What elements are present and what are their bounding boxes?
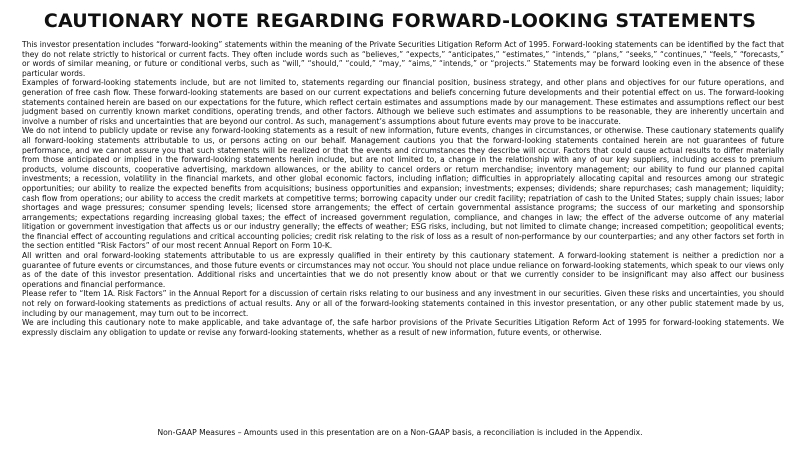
page-title: CAUTIONARY NOTE REGARDING FORWARD-LOOKING STATEMENTS (43, 10, 757, 32)
paragraph-item-1a: Please refer to “Item 1A. Risk Factors” in the Annual Report for a discussion of certain risks relating to our business and any investment in our securities. Given these risks and uncertainties, you should not rely on forward-looking statements as predictions of actual results. Any or all of the forward-looking statements contained in this investor presentation, or any other public statement made by us, including by our management, may turn out to be incorrect. (22, 289, 784, 318)
paragraph-risk-factors: We do not intend to publicly update or revise any forward-looking statements as a result of new information, future events, changes in circumstances, or otherwise. These cautionary statements qualify all forward-looking statements attributable to us, or persons acting on our behalf. Management cautions you that the forward-looking statements contained herein are not guarantees of future performance, and we cannot assure you that such statements will be realized or that the events and circumstances they describe will occur. Factors that could cause actual results to differ materially from those anticipated or implied in the forward-looking statements herein include, but are not limited to, a change in the relationship with any of our key suppliers, including access to premium products, volume discounts, cooperative advertising, markdown allowances, or the ability to cancel orders or return merchandise; inventory management; our ability to fund our planned capital investments; a recession, volatility in the financial markets, and other global economic factors, including inflation; difficulties in appropriately allocating capital and resources among our strategic opportunities; our ability to realize the expected benefits from acquisitions; business opportunities and expansion; investments; expenses; dividends; share repurchases; cash management; liquidity; cash flow from operations; our ability to access the credit markets at competitive terms; borrowing capacity under our credit facility; repatriation of cash to the United States; supply chain issues; labor shortages and wage pressures; consumer spending levels; licensed store arrangements; the effect of certain governmental assistance programs; the success of our marketing and sponsorship arrangements; expectations regarding increasing global taxes; the effect of increased government regulation, compliance, and changes in law; the effect of the adverse outcome of any material litigation or government investigation that affects us or our industry generally; the effects of weather; ESG risks, including, but not limited to climate change; increased competition; geopolitical events; the financial effect of accounting regulations and critical accounting policies; credit risk relating to the risk of loss as a result of non-performance by our counterparties; and any other factors set forth in the section entitled “Risk Factors” of our most recent Annual Report on Form 10-K. (22, 126, 784, 251)
paragraph-qualification: All written and oral forward-looking statements attributable to us are expressly qualified in their entirety by this cautionary statement. A forward-looking statement is neither a prediction nor a guarantee of future events or circumstances, and those future events or circumstances may not occur. You should not place undue reliance on forward-looking statements, which speak to our views only as of the date of this investor presentation. Additional risks and uncertainties that we do not presently know about or that we currently consider to be insignificant may also affect our business operations and financial performance. (22, 251, 784, 289)
non-gaap-footnote: Non-GAAP Measures – Amounts used in this presentation are on a Non-GAAP basis, a reconciliation is included in the Appendix. (157, 428, 643, 437)
paragraph-examples: Examples of forward-looking statements include, but are not limited to, statements regarding our financial position, business strategy, and other plans and objectives for our future operations, and generation of free cash flow. These forward-looking statements are based on our current expectations and beliefs concerning future developments and their potential effect on us. The forward-looking statements contained herein are based on our expectations for the future, which reflect certain estimates and assumptions made by our management. These estimates and assumptions reflect our best judgment based on currently known market conditions, operating trends, and other factors. Although we believe such estimates and assumptions to be reasonable, they are inherently uncertain and involve a number of risks and uncertainties that are beyond our control. As such, management’s assumptions about future events may prove to be inaccurate. (22, 78, 784, 126)
disclaimer-body (22, 40, 784, 337)
paragraph-safe-harbor: We are including this cautionary note to make applicable, and take advantage of, the safe harbor provisions of the Private Securities Litigation Reform Act of 1995 for forward-looking statements. We expressly disclaim any obligation to update or revise any forward-looking statements, whether as a result of new information, future events, or otherwise. (22, 318, 784, 337)
paragraph-definition: This investor presentation includes “forward-looking” statements within the meaning of the Private Securities Litigation Reform Act of 1995. Forward-looking statements can be identified by the fact that they do not relate strictly to historical or current facts. They often include words such as “believes,” “expects,” “anticipates,” “estimates,” “intends,” “plans,” “seeks,” “continues,” “feels,” “forecasts,” or words of similar meaning, or future or conditional verbs, such as “will,” “should,” “could,” “may,” “aims,” “intends,” or “projects.” Statements may be forward looking even in the absence of these particular words. (22, 40, 784, 78)
